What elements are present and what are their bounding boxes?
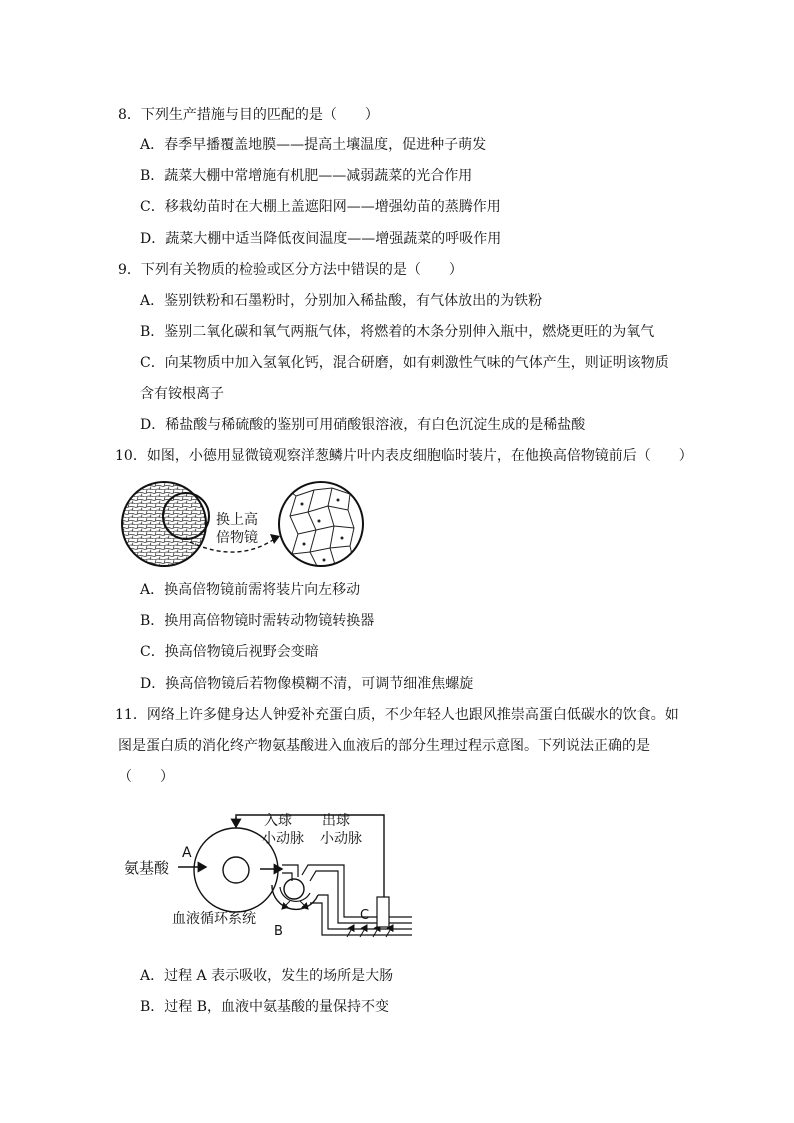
circulation-label: 血液循环系统 xyxy=(172,911,256,927)
question-10-option-b: B．换用高倍物镜时需转动物镜转换器 xyxy=(140,613,375,629)
arrow-label-line2: 倍物镜 xyxy=(216,530,258,546)
arrow-head xyxy=(270,534,280,544)
protein-metabolism-figure xyxy=(122,805,418,953)
question-8-option-a: A．春季早播覆盖地膜——提高土壤温度，促进种子萌发 xyxy=(140,137,487,153)
efferent-arteriole xyxy=(302,865,412,917)
question-9-option-c-continued: 含有铵根离子 xyxy=(140,386,224,402)
efferent-label-line1: 出球 xyxy=(322,813,350,829)
label-a: A xyxy=(182,845,192,861)
glomerulus xyxy=(284,879,304,899)
question-9-option-b: B．鉴别二氧化碳和氧气两瓶气体，将燃着的木条分别伸入瓶中，燃烧更旺的为氧气 xyxy=(140,324,655,340)
question-11-stem-line2: 图是蛋白质的消化终产物氨基酸进入血液后的部分生理过程示意图。下列说法正确的是 xyxy=(118,738,650,754)
question-10-option-a: A．换高倍物镜前需将装片向左移动 xyxy=(140,582,361,598)
question-11-option-b: B．过程 B，血液中氨基酸的量保持不变 xyxy=(140,999,390,1015)
label-b: B xyxy=(274,924,283,939)
amino-acid-label: 氨基酸 xyxy=(124,859,170,877)
question-10-option-d: D．换高倍物镜后若物像模糊不清，可调节细准焦螺旋 xyxy=(140,676,474,692)
efferent-label-line2: 小动脉 xyxy=(320,831,362,847)
question-8-option-b: B．蔬菜大棚中常增施有机肥——减弱蔬菜的光合作用 xyxy=(140,168,473,184)
capsule-outer xyxy=(272,885,318,909)
tube-c xyxy=(377,897,389,927)
question-11-stem-line1: 11．网络上许多健身达人钟爱补充蛋白质，不少年轻人也跟风推崇高蛋白低碳水的饮食。如 xyxy=(115,707,679,723)
question-8-option-d: D．蔬菜大棚中适当降低夜间温度——增强蔬菜的呼吸作用 xyxy=(140,231,502,247)
question-10-option-c: C．换高倍物镜后视野会变暗 xyxy=(140,644,319,660)
question-9-option-c: C．向某物质中加入氢氧化钙，混合研磨，如有刺激性气味的气体产生，则证明该物质 xyxy=(140,355,669,371)
question-9-option-a: A．鉴别铁粉和石墨粉时，分别加入稀盐酸，有气体放出的为铁粉 xyxy=(140,293,543,309)
low-power-field xyxy=(122,482,209,566)
afferent-label-line1: 入球 xyxy=(264,813,292,829)
circulation-ring-inner xyxy=(223,857,249,883)
microscope-figure xyxy=(118,476,368,576)
question-8-stem: 8．下列生产措施与目的匹配的是（ ） xyxy=(118,107,379,123)
question-8-option-c: C．移栽幼苗时在大棚上盖遮阳网——增强幼苗的蒸腾作用 xyxy=(140,199,501,215)
question-9-stem: 9．下列有关物质的检验或区分方法中错误的是（ ） xyxy=(118,262,463,278)
label-c: C xyxy=(360,908,370,923)
afferent-label-line2: 小动脉 xyxy=(262,831,304,847)
question-9-option-d: D．稀盐酸与稀硫酸的鉴别可用硝酸银溶液，有白色沉淀生成的是稀盐酸 xyxy=(140,417,586,433)
question-11-option-a: A．过程 A 表示吸收，发生的场所是大肠 xyxy=(140,968,394,984)
return-vessel xyxy=(236,815,384,897)
question-10-stem: 10．如图，小德用显微镜观察洋葱鳞片叶内表皮细胞临时装片，在他换高倍物镜前后（ ） xyxy=(115,448,693,464)
question-11-stem-line3: （ ） xyxy=(118,769,174,785)
arrow-label-line1: 换上高 xyxy=(216,512,258,528)
